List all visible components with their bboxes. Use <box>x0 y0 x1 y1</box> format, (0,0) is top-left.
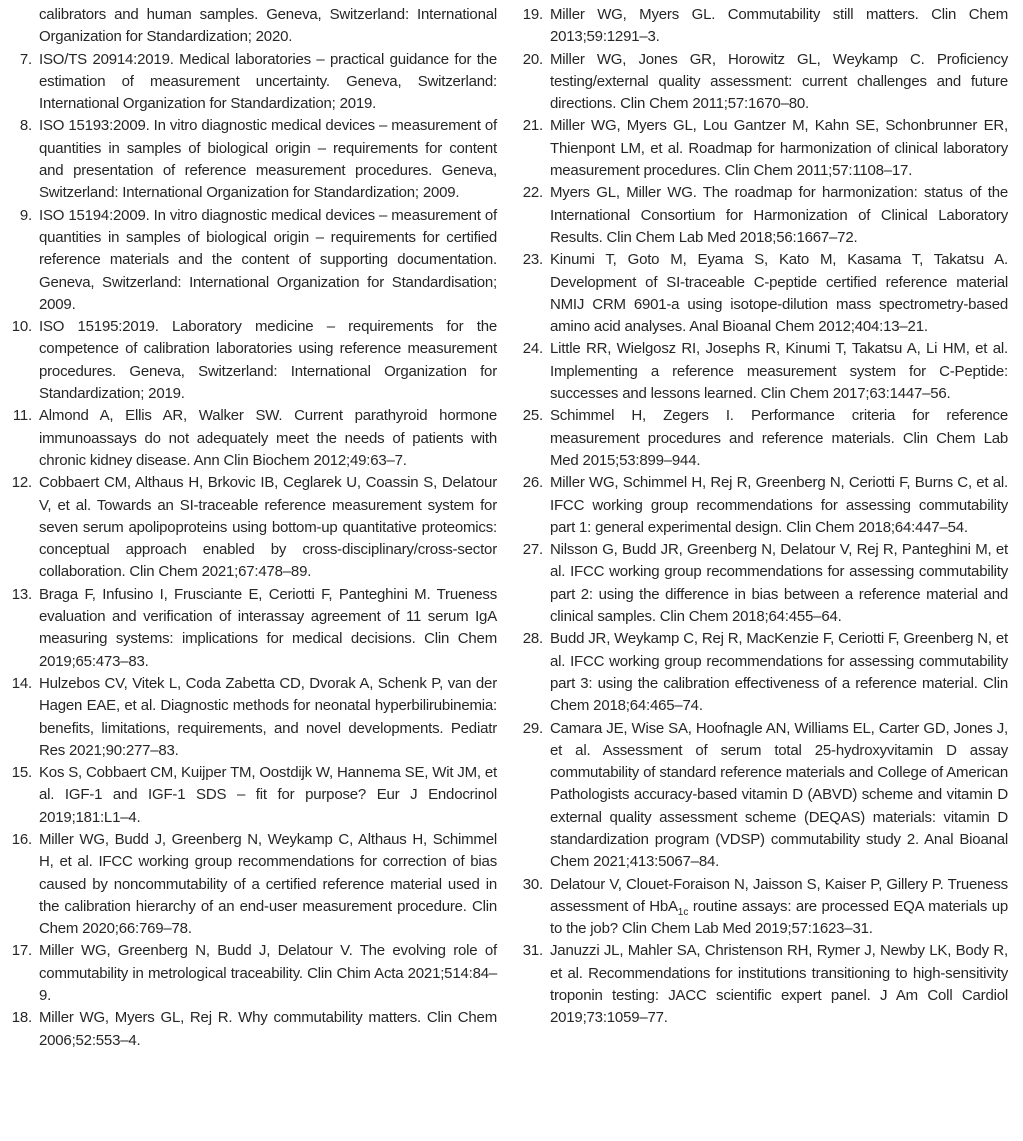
reference-number: 26. <box>522 474 543 492</box>
reference-item <box>6 316 497 405</box>
reference-item <box>517 249 1008 338</box>
reference-text: Miller WG, Myers GL, Rej R. Why commutability matters. Clin Chem 2006;52:553–4. <box>39 1009 497 1049</box>
references-column-right <box>517 4 1008 1052</box>
reference-text: Miller WG, Myers GL, Lou Gantzer M, Kahn SE, Schonbrunner ER, Thienpont LM, et al. Roadmap for harmonization of clinical laboratory measurement procedures. Clin Chem 2011;57:1108–17. <box>550 117 1008 180</box>
reference-text: Cobbaert CM, Althaus H, Brkovic IB, Ceglarek U, Coassin S, Delatour V, et al. Towards an SI-traceable reference measurement system for seven serum apolipoproteins using bottom-up quantitative proteomics: conceptual approach enabled by cross-disciplinary/cross-sector collaboration. Clin Chem 2021;67:478–89. <box>39 474 497 581</box>
reference-number: 29. <box>522 719 543 737</box>
reference-number: 20. <box>522 50 543 68</box>
reference-item <box>517 338 1008 405</box>
reference-number: 11. <box>12 407 32 425</box>
reference-item <box>6 4 497 49</box>
reference-text: Almond A, Ellis AR, Walker SW. Current parathyroid hormone immunoassays do not adequately meet the needs of patients with chronic kidney disease. Ann Clin Biochem 2012;49:63–7. <box>39 407 497 469</box>
reference-text: Braga F, Infusino I, Frusciante E, Ceriotti F, Panteghini M. Trueness evaluation and verification of interassay agreement of 11 serum IgA measuring systems: implications for medical decisions. Clin Chem 2019;65:473–83. <box>39 585 497 670</box>
reference-text: Miller WG, Schimmel H, Rej R, Greenberg N, Ceriotti F, Burns C, et al. IFCC working group recommendations for assessing commutability part 1: general experimental design. Clin Chem 2018;64:447–54. <box>550 474 1008 536</box>
reference-item <box>6 829 497 940</box>
reference-item <box>6 584 497 673</box>
references-column-left <box>6 4 497 1052</box>
reference-number: 22. <box>522 184 543 202</box>
reference-number: 31. <box>522 942 543 960</box>
reference-item <box>517 628 1008 717</box>
reference-number: 14. <box>11 674 32 692</box>
reference-text: Schimmel H, Zegers I. Performance criteria for reference measurement procedures and reference materials. Clin Chem Lab Med 2015;53:899–944. <box>550 407 1008 469</box>
reference-item <box>6 762 497 829</box>
reference-number: 30. <box>522 875 543 893</box>
reference-text: calibrators and human samples. Geneva, Switzerland: International Organization for Standardization; 2020. <box>39 6 497 46</box>
reference-number: 9. <box>19 206 32 224</box>
reference-item <box>6 49 497 116</box>
reference-item <box>517 405 1008 472</box>
reference-text: Kinumi T, Goto M, Eyama S, Kato M, Kasama T, Takatsu A. Development of SI-traceable C-peptide certified reference material NMIJ CRM 6901-a using isotope-dilution mass spectrometry-based amino acid analyses. Anal Bioanal Chem 2012;404:13–21. <box>550 251 1008 336</box>
reference-item <box>517 182 1008 249</box>
reference-item <box>517 940 1008 1029</box>
reference-item <box>6 205 497 316</box>
reference-text: Little RR, Wielgosz RI, Josephs R, Kinumi T, Takatsu A, Li HM, et al. Implementing a reference measurement system for C-Peptide: successes and lessons learned. Clin Chem 2017;63:1447–56. <box>550 340 1008 403</box>
reference-number: 7. <box>19 50 32 68</box>
reference-text: ISO 15195:2019. Laboratory medicine – requirements for the competence of calibration laboratories using reference measurement procedures. Geneva, Switzerland: International Organization for Standardization; 2019. <box>39 318 497 403</box>
reference-item <box>517 539 1008 628</box>
reference-number: 24. <box>522 340 543 358</box>
reference-item <box>517 874 1008 941</box>
reference-text: Hulzebos CV, Vitek L, Coda Zabetta CD, Dvorak A, Schenk P, van der Hagen EAE, et al. Diagnostic methods for neonatal hyperbilirubinemia: benefits, limitations, requirements, and novel developments. Pediatr Res 2021;90:277–83. <box>39 674 497 759</box>
reference-item <box>6 115 497 204</box>
reference-text: Budd JR, Weykamp C, Rej R, MacKenzie F, Ceriotti F, Greenberg N, et al. IFCC working group recommendations for assessing commutability part 3: using the calibration effectiveness of a reference material. Clin Chem 2018;64:465–74. <box>550 630 1008 715</box>
reference-number: 13. <box>11 585 32 603</box>
reference-text: ISO/TS 20914:2019. Medical laboratories – practical guidance for the estimation of measurement uncertainty. Geneva, Switzerland: International Organization for Standardization; 2019. <box>39 50 497 113</box>
reference-item <box>517 49 1008 116</box>
reference-item <box>517 472 1008 539</box>
reference-text: Kos S, Cobbaert CM, Kuijper TM, Oostdijk W, Hannema SE, Wit JM, et al. IGF-1 and IGF-1 SDS – fit for purpose? Eur J Endocrinol 2019;181:L1–4. <box>39 764 497 826</box>
reference-item <box>517 115 1008 182</box>
reference-text: Delatour V, Clouet-Foraison N, Jaisson S, Kaiser P, Gillery P. Trueness assessment of HbA$_{1c}$ routine assays: are processed EQA materials up to the job? Clin Chem Lab Med 2019;57:1623–31. <box>550 875 1009 938</box>
reference-text: ISO 15194:2009. In vitro diagnostic medical devices – measurement of quantities in samples of biological origin – requirements for certified reference materials and the content of supporting documentation. Geneva, Switzerland: International Organization for Standardisation; 2009. <box>39 206 497 313</box>
reference-number: 18. <box>11 1009 32 1027</box>
reference-item <box>517 718 1008 874</box>
reference-item <box>6 472 497 583</box>
reference-text: Nilsson G, Budd JR, Greenberg N, Delatour V, Rej R, Panteghini M, et al. IFCC working group recommendations for assessing commutability part 2: using the difference in bias between a reference material and clinical samples. Clin Chem 2018;64:455–64. <box>550 541 1008 626</box>
reference-number: 16. <box>11 830 32 848</box>
reference-number: 23. <box>522 251 543 269</box>
reference-text: Miller WG, Myers GL. Commutability still matters. Clin Chem 2013;59:1291–3. <box>550 6 1008 46</box>
reference-item <box>6 940 497 1007</box>
reference-text: Myers GL, Miller WG. The roadmap for harmonization: status of the International Consortium for Harmonization of Clinical Laboratory Results. Clin Chem Lab Med 2018;56:1667–72. <box>550 184 1008 246</box>
reference-item <box>6 1007 497 1052</box>
reference-number: 12. <box>11 474 32 492</box>
reference-number: 25. <box>522 407 543 425</box>
reference-text: Miller WG, Greenberg N, Budd J, Delatour V. The evolving role of commutability in metrological traceability. Clin Chim Acta 2021;514:84–9. <box>39 942 497 1005</box>
reference-item <box>6 405 497 472</box>
reference-number: 21. <box>522 117 543 135</box>
reference-text: Miller WG, Budd J, Greenberg N, Weykamp C, Althaus H, Schimmel H, et al. IFCC working group recommendations for correction of bias caused by noncommutability of a certified reference material used in the calibration hierarchy of an end-user measurement procedure. Clin Chem 2020;66:769–78. <box>39 830 497 938</box>
reference-text: Miller WG, Jones GR, Horowitz GL, Weykamp C. Proficiency testing/external quality assessment: current challenges and future directions. Clin Chem 2011;57:1670–80. <box>550 50 1008 113</box>
reference-number: 17. <box>11 942 32 960</box>
reference-number: 10. <box>11 318 32 336</box>
reference-text: ISO 15193:2009. In vitro diagnostic medical devices – measurement of quantities in samples of biological origin – requirements for content and presentation of reference measurement procedures. Geneva, Switzerland: International Organization for Standardization; 2009. <box>39 117 497 202</box>
reference-text: Camara JE, Wise SA, Hoofnagle AN, Williams EL, Carter GD, Jones J, et al. Assessment of serum total 25-hydroxyvitamin D assay commutability of standard reference materials and College of American Pathologists accuracy-based vitamin D (ABVD) scheme and vitamin D external quality assessment scheme (DEQAS) materials: vitamin D standardization program (VDSP) commutability study 2. Anal Bioanal Chem 2021;413:5067–84. <box>550 719 1008 871</box>
reference-number: 27. <box>522 541 543 559</box>
reference-text: Januzzi JL, Mahler SA, Christenson RH, Rymer J, Newby LK, Body R, et al. Recommendations for institutions transitioning to high-sensitivity troponin testing: JACC scientific expert panel. J Am Coll Cardiol 2019;73:1059–77. <box>550 942 1008 1027</box>
reference-number: 28. <box>522 630 543 648</box>
reference-number: 8. <box>19 117 32 135</box>
reference-number: 19. <box>522 6 543 23</box>
reference-item <box>517 4 1008 49</box>
reference-item <box>6 673 497 762</box>
subscript-text: 1c <box>677 906 689 918</box>
reference-number: 15. <box>11 764 32 782</box>
